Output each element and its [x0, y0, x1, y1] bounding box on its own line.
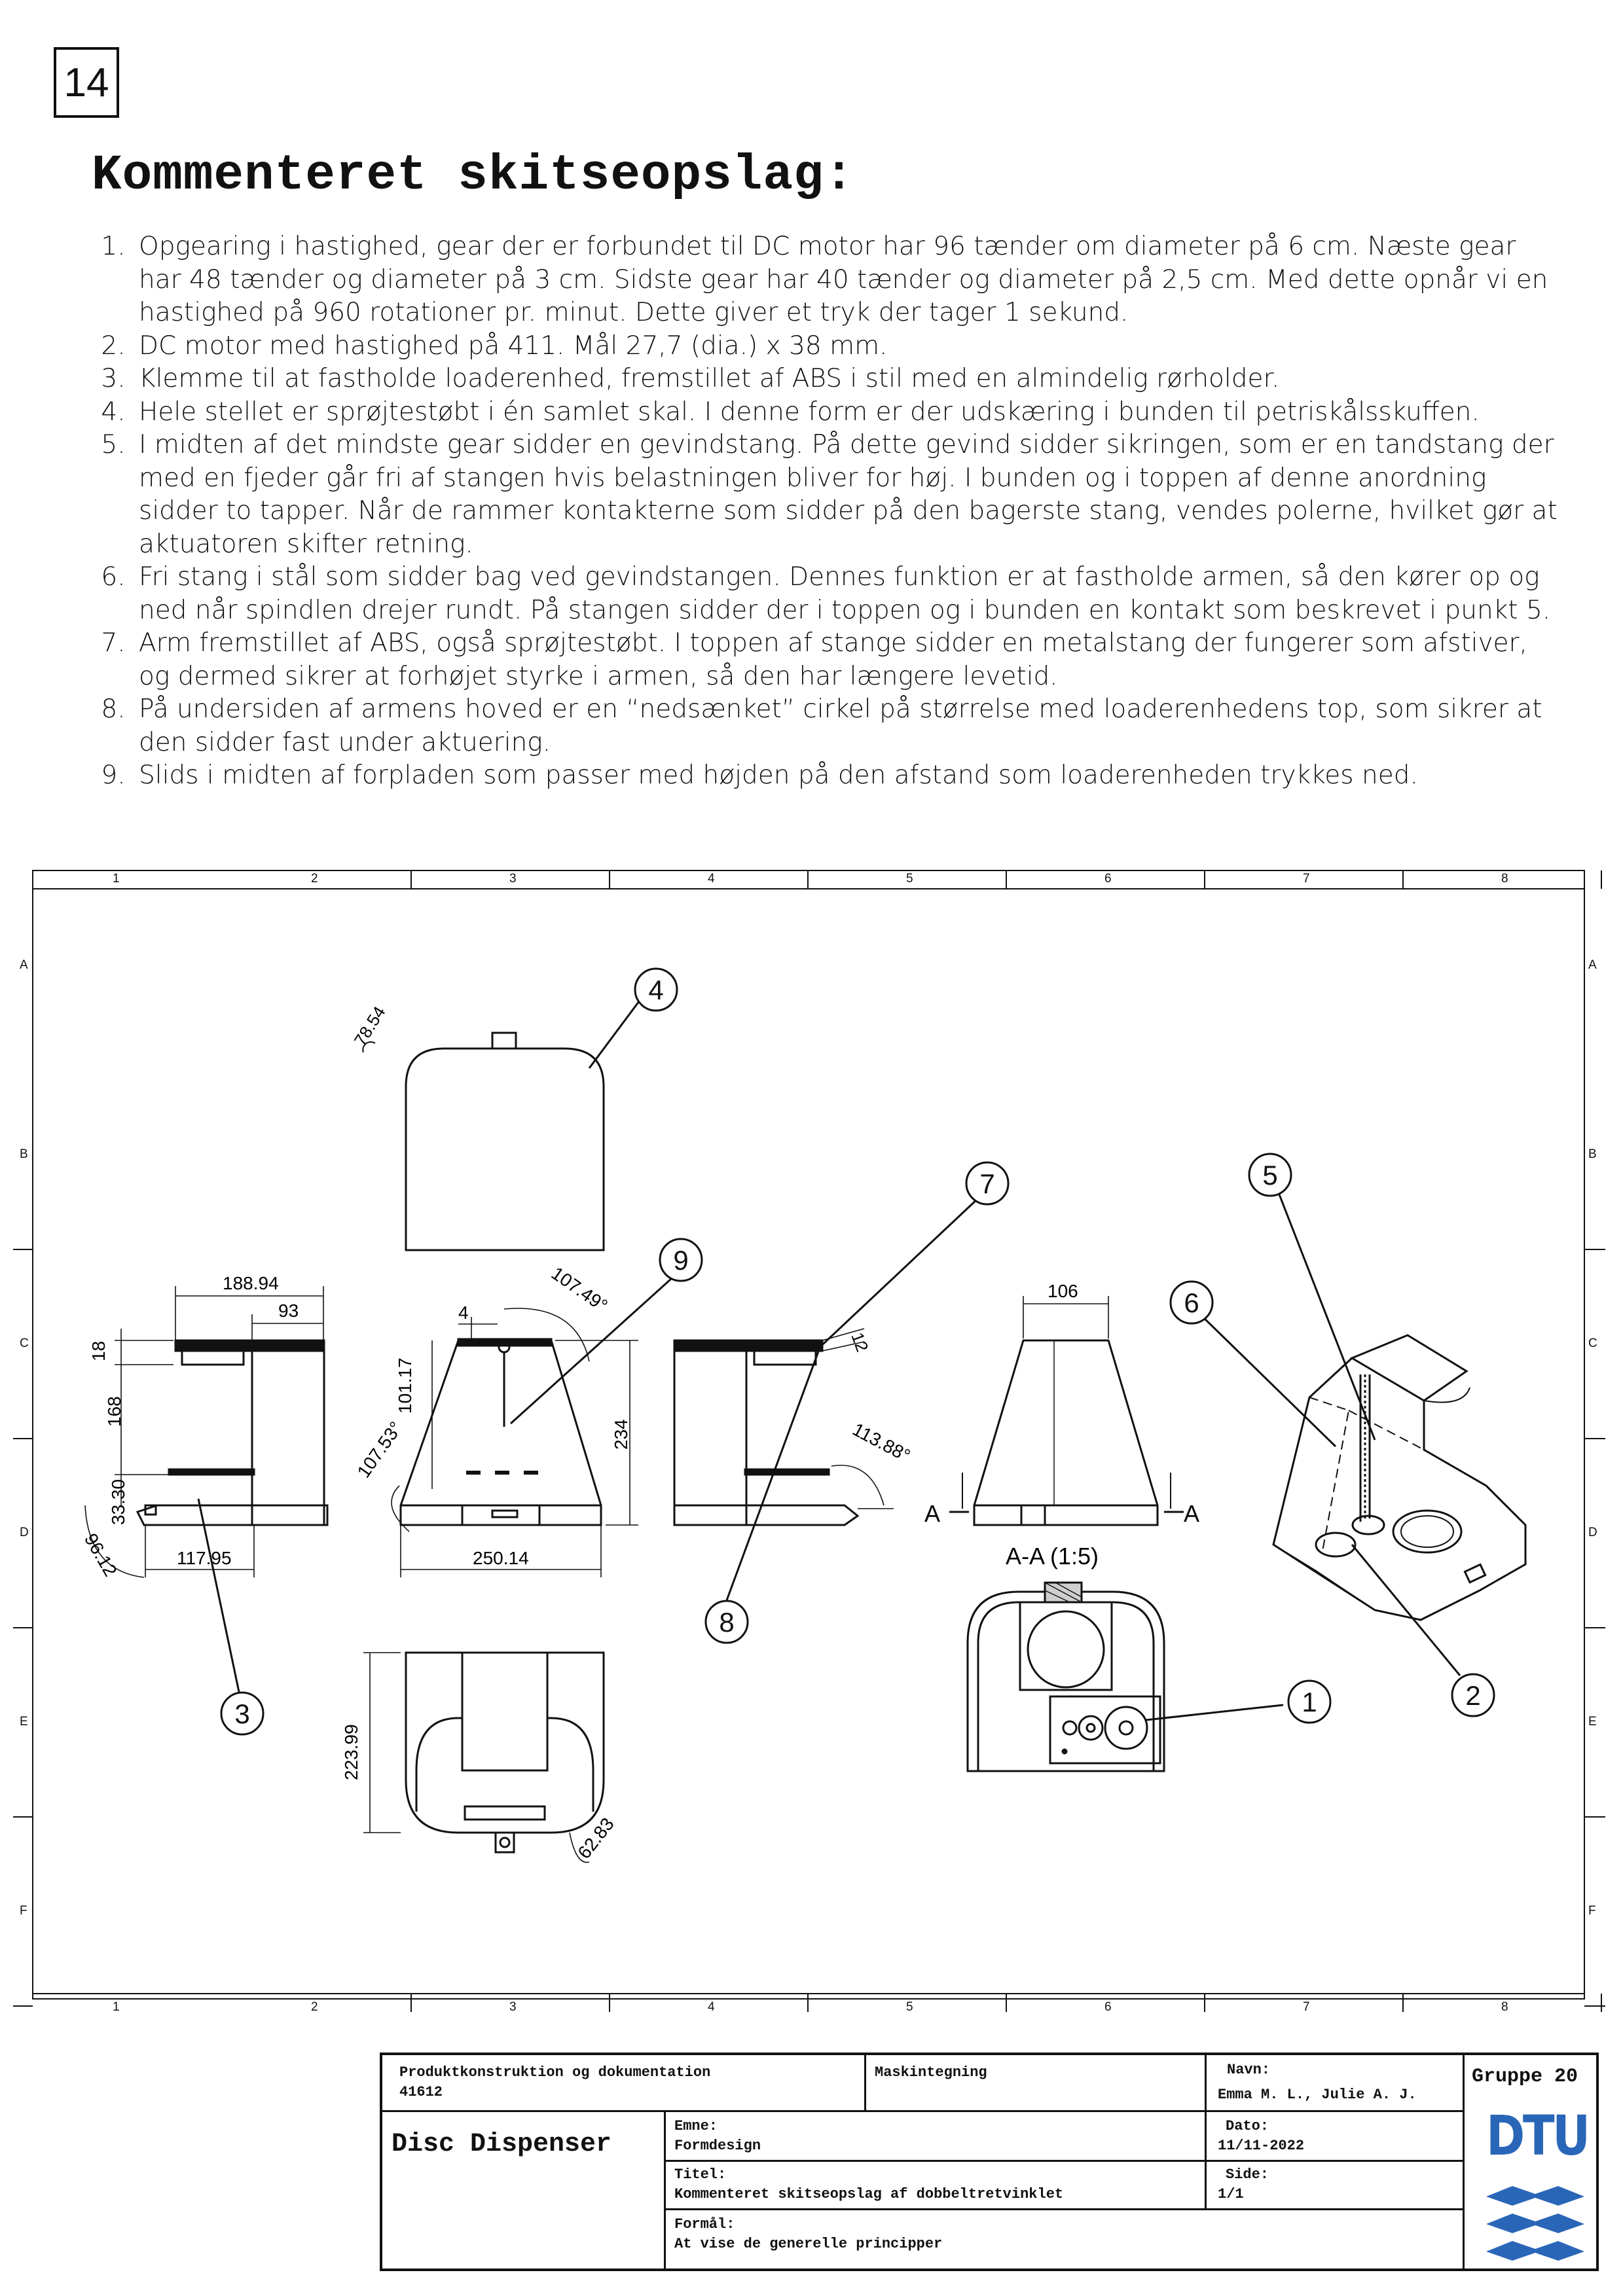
- dim-width-total: 188.94: [223, 1273, 279, 1293]
- dim-223-99: 223.99: [341, 1724, 361, 1780]
- dim-250-14: 250.14: [473, 1548, 529, 1568]
- grid-col-label: 8: [1501, 872, 1508, 886]
- dim-18: 18: [88, 1340, 109, 1361]
- tb-title-label: Titel:: [674, 2166, 727, 2183]
- note-item: 5. I midten af det mindste gear sidder en gevindstang. På dette gevind sidder sikringen, som er en tandstang der med en fjeder går fri af stangen hvis belastningen bliver for høj. I bunden og i toppen af denne anordning sidder to tapper. Når de rammer kontakterne som sidder på den bagerste stang, vendes polerne, hvilket gør at aktuatoren skifter retning.: [134, 429, 1561, 561]
- notes-list: [92, 230, 1561, 793]
- view-section-aa: [968, 1583, 1164, 1771]
- view-bottom: [406, 1653, 604, 1852]
- grid-col-label: 6: [1104, 872, 1112, 886]
- grid-row-label: A: [1588, 958, 1597, 972]
- grid-row-label: D: [20, 1526, 29, 1539]
- dtu-logo-waves-icon: [1486, 2183, 1584, 2269]
- section-marker-left: A: [924, 1500, 941, 1527]
- grid-row-label: F: [1588, 1904, 1596, 1918]
- tb-date-label: Dato:: [1226, 2118, 1269, 2134]
- grid-col-label: 4: [708, 2000, 715, 2014]
- grid-row-label: E: [20, 1715, 28, 1729]
- view-top-cap: [363, 1033, 604, 1250]
- dim-234: 234: [611, 1419, 631, 1450]
- grid-col-label: 5: [906, 2000, 913, 2014]
- dtu-logo: DTU: [1486, 2104, 1588, 2168]
- page-heading: Kommenteret skitseopslag:: [92, 147, 855, 204]
- tb-title: Kommenteret skitseopslag af dobbeltretvinklet: [674, 2186, 1064, 2202]
- tb-subject-label: Emne:: [674, 2118, 718, 2134]
- angle-107-53: 107.53°: [353, 1418, 407, 1482]
- section-marker-right: A: [1184, 1500, 1200, 1527]
- dim-top-radius: 78.54: [350, 1003, 390, 1050]
- tb-type: Maskintegning: [875, 2064, 987, 2081]
- dim-168: 168: [104, 1396, 124, 1427]
- dim-width-top: 93: [278, 1300, 299, 1321]
- tb-page-label: Side:: [1226, 2166, 1269, 2183]
- note-item: 6. Fri stang i stål som sidder bag ved gevindstangen. Dennes funktion er at fastholde armen, så den kører op og ned når spindlen drejer rundt. På stangen sidder der i toppen og i bunden en kontakt som beskrevet i punkt 5.: [134, 561, 1561, 627]
- callout-2: 2: [1465, 1680, 1481, 1711]
- view-front: [401, 1339, 601, 1525]
- callout-5: 5: [1262, 1160, 1278, 1191]
- tb-course: Produktkonstruktion og dokumentation: [399, 2064, 711, 2081]
- dims-bottom: [363, 1653, 589, 1862]
- tb-purpose: At vise de generelle principper: [674, 2236, 943, 2252]
- note-item: 3. Klemme til at fastholde loaderenhed, fremstillet af ABS i stil med en almindelig rørholder.: [134, 363, 1561, 396]
- dim-12: 12: [847, 1329, 873, 1355]
- note-item: 9. Slids i midten af forpladen som passer med højden på den afstand som loaderenheden trykkes ned.: [134, 759, 1561, 793]
- technical-drawing: [0, 857, 1623, 2036]
- page-number: 14: [54, 47, 119, 118]
- tb-project: Disc Dispenser: [392, 2130, 612, 2159]
- tb-names: Emma M. L., Julie A. J.: [1218, 2087, 1417, 2103]
- angle-113-88: 113.88°: [849, 1418, 914, 1466]
- callout-7: 7: [979, 1168, 995, 1199]
- title-block: [380, 2053, 1599, 2271]
- grid-col-label: 2: [311, 2000, 318, 2014]
- dim-radius-62-83: 62.83: [574, 1814, 618, 1863]
- grid-col-label: 2: [311, 872, 318, 886]
- note-item: 7. Arm fremstillet af ABS, også sprøjtestøbt. I toppen af stange sidder en metalstang der fungerer som afstiver, og dermed sikrer at forhøjet styrke i armen, så den har længere levetid.: [134, 627, 1561, 693]
- grid-col-label: 5: [906, 872, 913, 886]
- tb-purpose-label: Formål:: [674, 2216, 735, 2233]
- note-item: 8. På undersiden af armens hoved er en “nedsænket” cirkel på størrelse med loaderenhedens top, som sikrer at den sidder fast under aktuering.: [134, 693, 1561, 759]
- tb-date: 11/11-2022: [1218, 2138, 1305, 2154]
- grid-col-label: 3: [509, 872, 517, 886]
- tb-course-no: 41612: [399, 2084, 443, 2100]
- grid-row-label: D: [1588, 1526, 1597, 1539]
- dim-106: 106: [1048, 1281, 1078, 1301]
- grid-col-label: 1: [113, 2000, 120, 2014]
- tb-name-label: Navn:: [1227, 2062, 1271, 2078]
- callout-3: 3: [234, 1698, 250, 1729]
- note-item: 4. Hele stellet er sprøjtestøbt i én samlet skal. I denne form er der udskæring i bunden til petriskålsskuffen.: [134, 396, 1561, 429]
- dims-side-right: [822, 1329, 894, 1509]
- dims-back: [949, 1296, 1184, 1512]
- callout-9: 9: [673, 1245, 689, 1276]
- dims-side-left: [85, 1286, 323, 1577]
- grid-col-label: 1: [113, 872, 120, 886]
- dim-117-95: 117.95: [177, 1548, 232, 1568]
- callout-4: 4: [648, 975, 664, 1005]
- view-side-left: [137, 1340, 327, 1525]
- view-back: [974, 1340, 1158, 1525]
- tb-group: Gruppe 20: [1472, 2066, 1578, 2088]
- callout-6: 6: [1184, 1287, 1199, 1318]
- dim-4: 4: [458, 1302, 469, 1323]
- grid-row-label: B: [1588, 1147, 1597, 1161]
- tb-page: 1/1: [1218, 2186, 1244, 2202]
- grid-row-label: C: [20, 1336, 29, 1350]
- drawing-border: [33, 889, 1584, 1994]
- section-label: A-A (1:5): [1006, 1543, 1099, 1570]
- callout-8: 8: [719, 1607, 735, 1638]
- grid-row-label: A: [20, 958, 28, 972]
- callout-leaders: [198, 1001, 1460, 1720]
- grid-col-label: 3: [509, 2000, 517, 2014]
- grid-col-label: 6: [1104, 2000, 1112, 2014]
- dim-radius-96-12: 96.12: [80, 1530, 121, 1580]
- view-side-right: [674, 1340, 858, 1525]
- grid-col-label: 8: [1501, 2000, 1508, 2014]
- view-isometric: [1273, 1335, 1525, 1620]
- grid-row-label: C: [1588, 1336, 1597, 1350]
- grid-col-label: 7: [1303, 872, 1310, 886]
- dim-101-17: 101.17: [395, 1357, 415, 1414]
- grid-col-label: 7: [1303, 2000, 1310, 2014]
- note-item: 1. Opgearing i hastighed, gear der er forbundet til DC motor har 96 tænder om diameter på 6 cm. Næste gear har 48 tænder og diameter på 3 cm. Sidste gear har 40 tænder og diameter på 2,5 cm. Med dette opnår vi en hastighed på 960 rotationer pr. minut. Dette giver et tryk der tager 1 sekund.: [134, 230, 1561, 330]
- grid-col-label: 4: [708, 872, 715, 886]
- dims-front: [392, 1308, 638, 1577]
- angle-107-49: 107.49°: [547, 1263, 611, 1316]
- dim-33-30: 33.30: [108, 1479, 128, 1525]
- grid-row-label: B: [20, 1147, 28, 1161]
- tb-subject: Formdesign: [674, 2138, 761, 2154]
- callout-1: 1: [1302, 1687, 1317, 1717]
- note-item: 2. DC motor med hastighed på 411. Mål 27,7 (dia.) x 38 mm.: [134, 330, 1561, 363]
- grid-row-label: F: [20, 1904, 27, 1918]
- grid-row-label: E: [1588, 1715, 1597, 1729]
